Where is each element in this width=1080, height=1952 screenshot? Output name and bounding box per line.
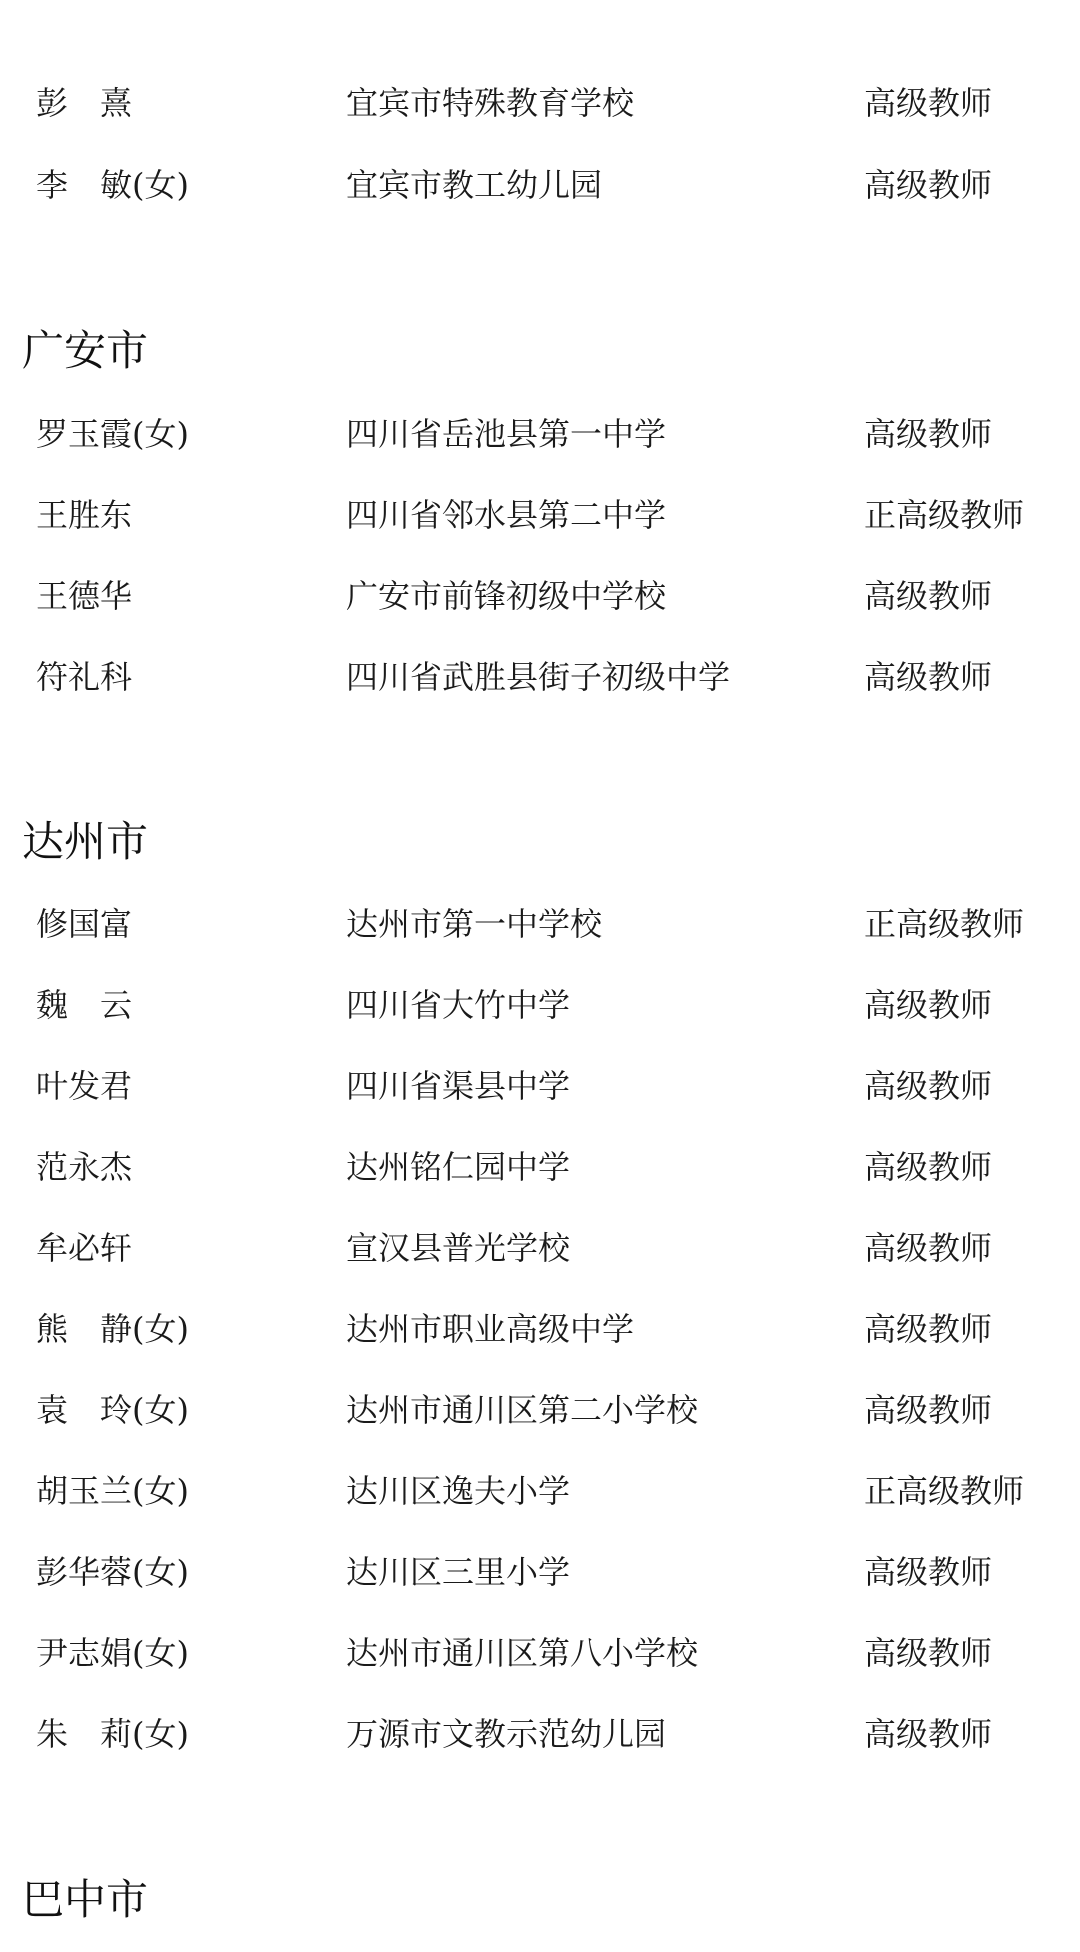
teacher-title: 高级教师 — [864, 658, 993, 696]
teacher-name: 罗玉霞(女) — [36, 415, 189, 453]
school-name: 四川省邻水县第二中学 — [346, 496, 667, 534]
school-name: 四川省渠县中学 — [346, 1067, 571, 1105]
city-heading: 广安市 — [22, 326, 149, 375]
table-row — [0, 1623, 1080, 1683]
school-name: 达州市通川区第二小学校 — [346, 1391, 699, 1429]
teacher-title: 正高级教师 — [864, 905, 1025, 943]
school-name: 达州市职业高级中学 — [346, 1310, 635, 1348]
table-row — [0, 1137, 1080, 1197]
teacher-title: 高级教师 — [864, 84, 993, 122]
teacher-name: 李 敏(女) — [36, 166, 189, 204]
table-row — [0, 155, 1080, 215]
table-row — [0, 73, 1080, 133]
city-heading: 巴中市 — [22, 1875, 149, 1924]
teacher-title: 高级教师 — [864, 1553, 993, 1591]
teacher-title: 高级教师 — [864, 1715, 993, 1753]
table-row — [0, 404, 1080, 464]
table-row — [0, 647, 1080, 707]
school-name: 达州市第一中学校 — [346, 905, 603, 943]
teacher-name: 袁 玲(女) — [36, 1391, 189, 1429]
table-row — [0, 1461, 1080, 1521]
teacher-title: 高级教师 — [864, 986, 993, 1024]
teacher-name: 王胜东 — [36, 496, 133, 534]
teacher-title: 高级教师 — [864, 415, 993, 453]
school-name: 宜宾市教工幼儿园 — [346, 166, 603, 204]
teacher-title: 高级教师 — [864, 1148, 993, 1186]
teacher-name: 朱 莉(女) — [36, 1715, 189, 1753]
table-row — [0, 1218, 1080, 1278]
school-name: 宜宾市特殊教育学校 — [346, 84, 635, 122]
table-row — [0, 1056, 1080, 1116]
teacher-name: 修国富 — [36, 905, 133, 943]
table-row — [0, 975, 1080, 1035]
teacher-name: 叶发君 — [36, 1067, 133, 1105]
school-name: 万源市文教示范幼儿园 — [346, 1715, 667, 1753]
school-name: 达川区三里小学 — [346, 1553, 571, 1591]
teacher-name: 符礼科 — [36, 658, 133, 696]
teacher-title: 高级教师 — [864, 1067, 993, 1105]
teacher-title: 高级教师 — [864, 1229, 993, 1267]
school-name: 宣汉县普光学校 — [346, 1229, 571, 1267]
table-row — [0, 1542, 1080, 1602]
school-name: 四川省大竹中学 — [346, 986, 571, 1024]
table-row — [0, 566, 1080, 626]
teacher-title: 正高级教师 — [864, 496, 1025, 534]
teacher-title: 正高级教师 — [864, 1472, 1025, 1510]
school-name: 达州市通川区第八小学校 — [346, 1634, 699, 1672]
teacher-name: 范永杰 — [36, 1148, 133, 1186]
school-name: 四川省武胜县街子初级中学 — [346, 658, 731, 696]
teacher-name: 熊 静(女) — [36, 1310, 189, 1348]
teacher-name: 彭 熹 — [36, 84, 133, 122]
table-row — [0, 1704, 1080, 1764]
table-row — [0, 485, 1080, 545]
teacher-name: 魏 云 — [36, 986, 133, 1024]
school-name: 达州铭仁园中学 — [346, 1148, 571, 1186]
teacher-title: 高级教师 — [864, 166, 993, 204]
teacher-title: 高级教师 — [864, 1634, 993, 1672]
table-row — [0, 1380, 1080, 1440]
table-row — [0, 894, 1080, 954]
teacher-title: 高级教师 — [864, 1391, 993, 1429]
teacher-name: 牟必轩 — [36, 1229, 133, 1267]
city-heading: 达州市 — [22, 817, 149, 866]
teacher-name: 胡玉兰(女) — [36, 1472, 189, 1510]
teacher-name: 彭华蓉(女) — [36, 1553, 189, 1591]
school-name: 达川区逸夫小学 — [346, 1472, 571, 1510]
table-row — [0, 1299, 1080, 1359]
teacher-name: 王德华 — [36, 577, 133, 615]
teacher-name: 尹志娟(女) — [36, 1634, 189, 1672]
school-name: 广安市前锋初级中学校 — [346, 577, 667, 615]
teacher-title: 高级教师 — [864, 577, 993, 615]
teacher-title: 高级教师 — [864, 1310, 993, 1348]
school-name: 四川省岳池县第一中学 — [346, 415, 667, 453]
